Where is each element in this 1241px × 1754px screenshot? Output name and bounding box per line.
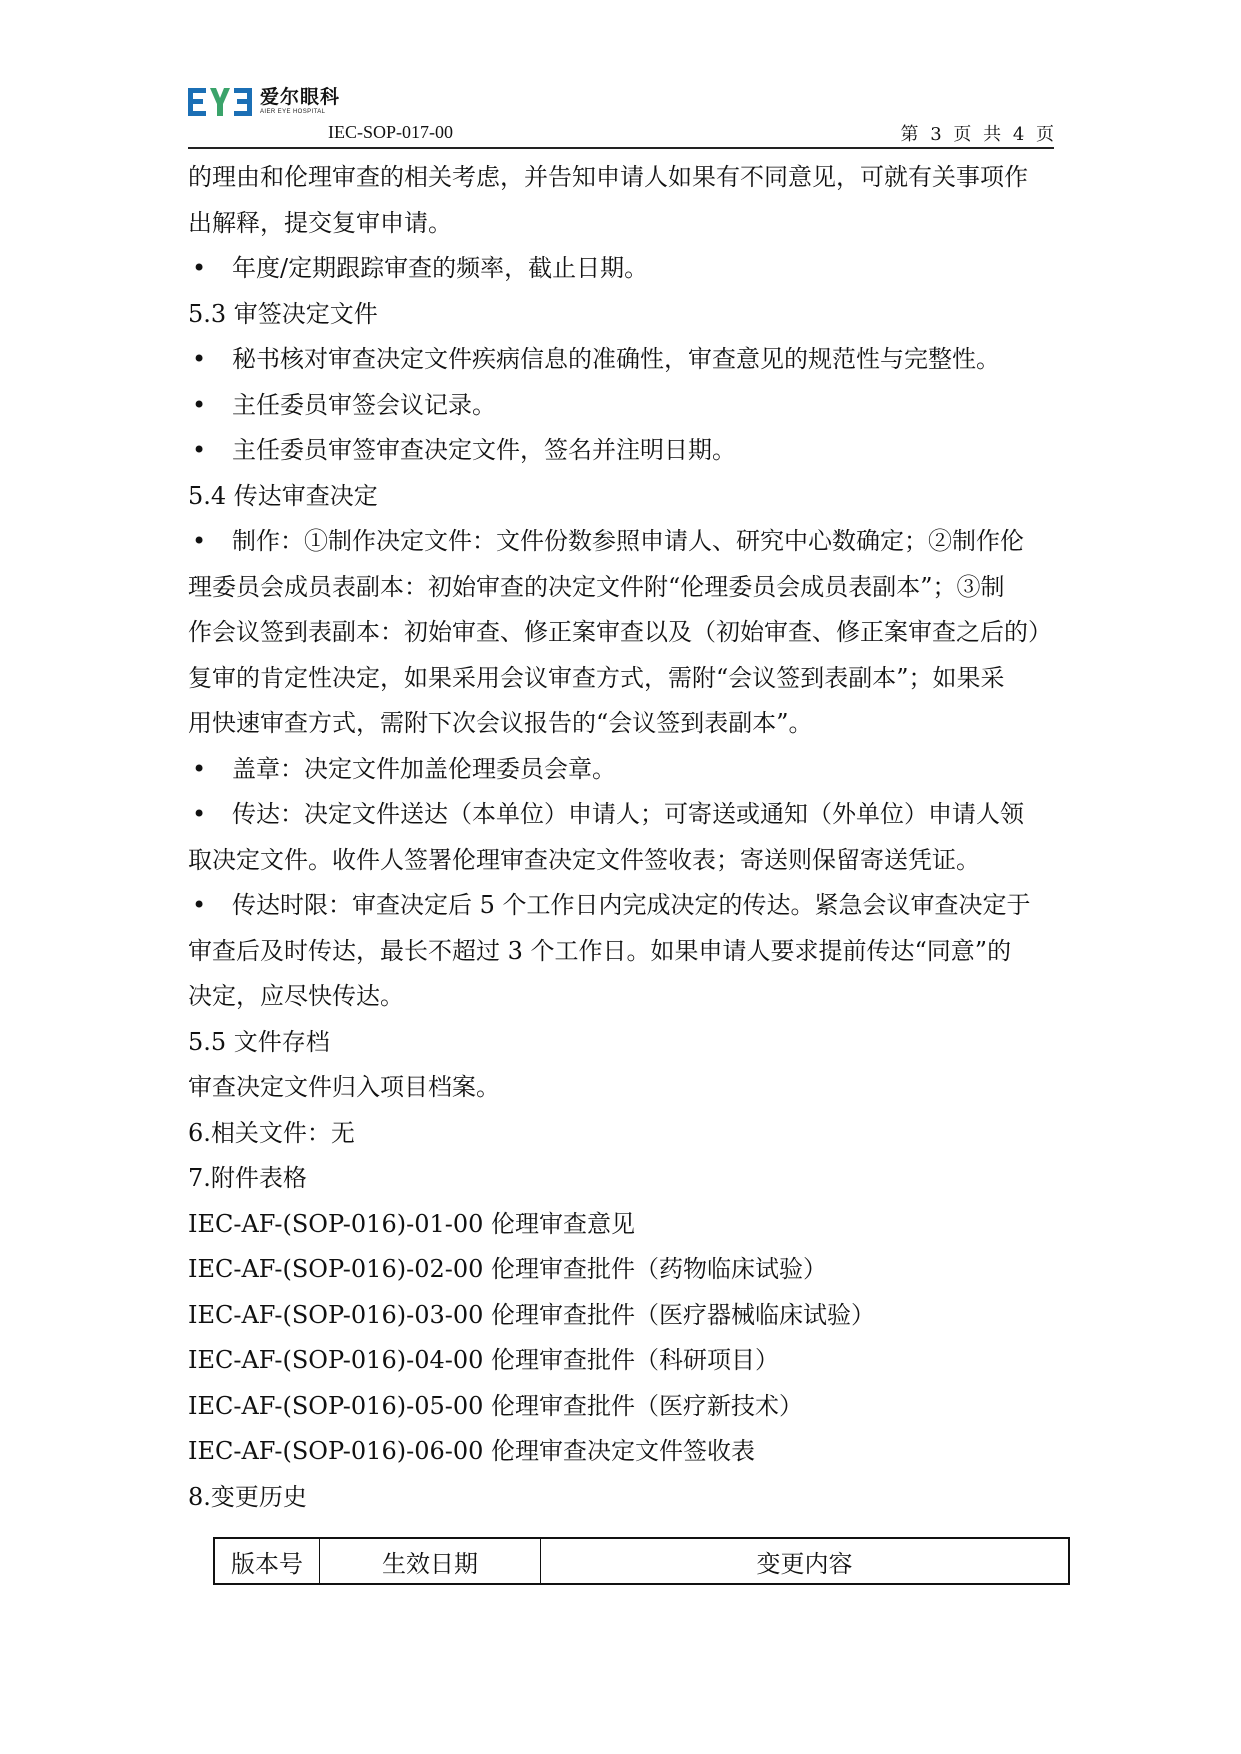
bullet-text: 年度/定期跟踪审查的频率，截止日期。 [232, 254, 649, 282]
section-heading: 8.变更历史 [188, 1482, 307, 1511]
header-divider [188, 147, 1054, 149]
bullet-icon: • [192, 345, 207, 373]
bullet-item [188, 792, 1054, 838]
table-header-row [214, 1538, 1069, 1584]
paragraph-line: 审查决定文件归入项目档案。 [188, 1073, 500, 1101]
document-body [188, 155, 1054, 1520]
bullet-icon: • [192, 891, 207, 919]
page-header [188, 78, 1054, 148]
bullet-text: 主任委员审签会议记录。 [232, 390, 496, 419]
eye-logo-icon [188, 86, 252, 118]
section-heading: 5.3 审签决定文件 [188, 299, 378, 328]
bullet-icon: • [192, 254, 207, 282]
bullet-text: 传达时限：审查决定后 5 个工作日内完成决定的传达。紧急会议审查决定于 [232, 891, 1031, 919]
bullet-icon: • [192, 527, 207, 555]
bullet-item [188, 337, 1054, 383]
document-code: IEC-SOP-017-00 [328, 122, 453, 142]
section-heading: 5.5 文件存档 [188, 1027, 330, 1056]
paragraph-line: 取决定文件。收件人签署伦理审查决定文件签收表；寄送则保留寄送凭证。 [188, 845, 980, 874]
paragraph-line: 出解释，提交复审申请。 [188, 208, 452, 237]
bullet-item [188, 246, 1054, 292]
bullet-text: 主任委员审签审查决定文件，签名并注明日期。 [232, 436, 736, 464]
paragraph-line: 审查后及时传达，最长不超过 3 个工作日。如果申请人要求提前传达“同意”的 [188, 936, 1012, 965]
attachment-item: IEC-AF-(SOP-016)-05-00 伦理审查批件（医疗新技术） [188, 1391, 804, 1420]
section-heading: 5.4 传达审查决定 [188, 481, 378, 510]
hospital-logo [188, 86, 340, 118]
bullet-text: 秘书核对审查决定文件疾病信息的准确性，审查意见的规范性与完整性。 [232, 345, 1000, 373]
bullet-text: 制作：①制作决定文件：文件份数参照申请人、研究中心数确定；②制作伦 [232, 527, 1024, 555]
column-header-change-content: 变更内容 [541, 1538, 1070, 1584]
bullet-item [188, 519, 1054, 565]
attachment-item: IEC-AF-(SOP-016)-04-00 伦理审查批件（科研项目） [188, 1346, 780, 1374]
page-number: 第 3 页 共 4 页 [900, 124, 1054, 145]
bullet-text: 盖章：决定文件加盖伦理委员会章。 [232, 754, 616, 783]
bullet-item [188, 883, 1054, 929]
bullet-icon: • [192, 436, 207, 464]
paragraph-line: 理委员会成员表副本：初始审查的决定文件附“伦理委员会成员表副本”；③制 [188, 572, 1005, 601]
paragraph-line: 决定，应尽快传达。 [188, 982, 404, 1010]
bullet-item [188, 428, 1054, 474]
paragraph-line: 的理由和伦理审查的相关考虑，并告知申请人如果有不同意见，可就有关事项作 [188, 163, 1028, 191]
paragraph-line: 用快速审查方式，需附下次会议报告的“会议签到表副本”。 [188, 709, 813, 737]
section-heading: 6.相关文件：无 [188, 1118, 355, 1147]
bullet-item [188, 383, 1054, 429]
attachment-item: IEC-AF-(SOP-016)-06-00 伦理审查决定文件签收表 [188, 1437, 756, 1465]
logo-english-name: AIER EYE HOSPITAL [260, 109, 326, 115]
bullet-icon: • [192, 800, 207, 828]
column-header-version: 版本号 [214, 1538, 320, 1584]
attachment-item: IEC-AF-(SOP-016)-02-00 伦理审查批件（药物临床试验） [188, 1255, 828, 1283]
change-history-table [213, 1537, 1070, 1585]
bullet-icon: • [192, 390, 207, 419]
paragraph-line: 复审的肯定性决定，如果采用会议审查方式，需附“会议签到表副本”；如果采 [188, 663, 1005, 692]
attachment-item: IEC-AF-(SOP-016)-03-00 伦理审查批件（医疗器械临床试验） [188, 1300, 876, 1329]
attachment-item: IEC-AF-(SOP-016)-01-00 伦理审查意见 [188, 1209, 636, 1238]
section-heading: 7.附件表格 [188, 1164, 307, 1192]
bullet-text: 传达：决定文件送达（本单位）申请人；可寄送或通知（外单位）申请人领 [232, 800, 1024, 828]
bullet-icon: • [192, 754, 207, 783]
column-header-effective-date: 生效日期 [320, 1538, 541, 1584]
paragraph-line: 作会议签到表副本：初始审查、修正案审查以及（初始审查、修正案审查之后的） [188, 618, 1052, 646]
bullet-item [188, 747, 1054, 793]
logo-chinese-name: 爱尔眼科 [260, 86, 341, 108]
